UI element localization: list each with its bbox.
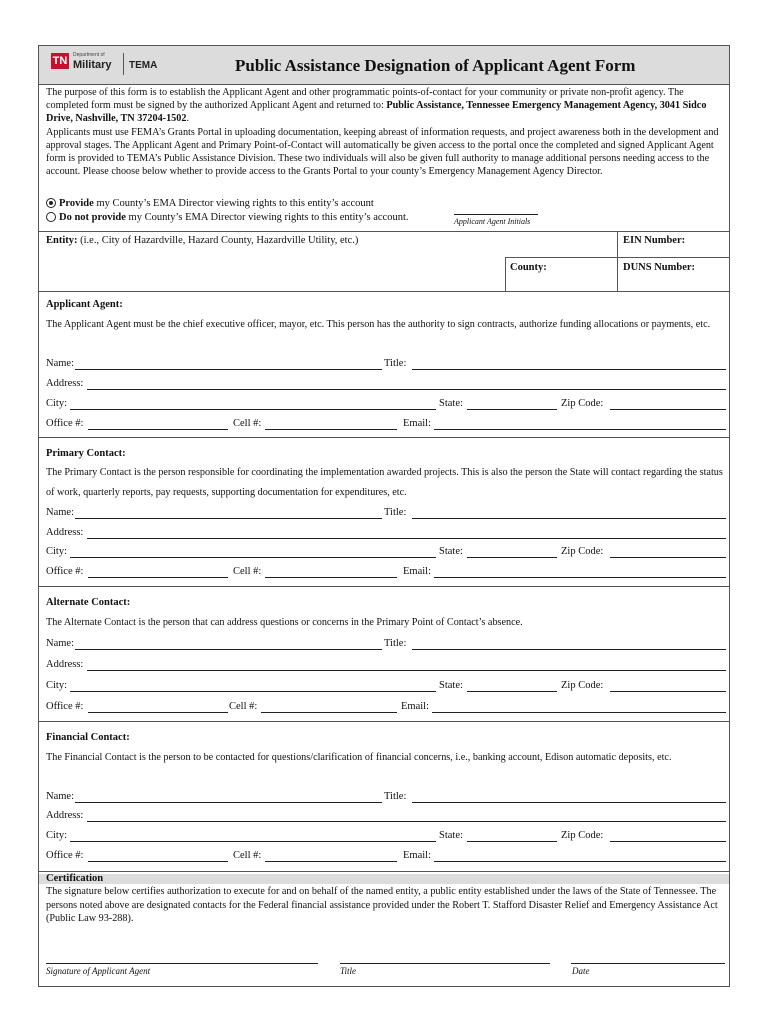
title-label: Title:: [384, 507, 407, 518]
name-label: Name:: [46, 638, 74, 649]
applicant-city-field[interactable]: [70, 409, 436, 410]
email-label: Email:: [401, 701, 429, 712]
email-label: Email:: [403, 418, 431, 429]
entity-hint: (i.e., City of Hazardville, Hazard County, Hazardville Utility, etc.): [77, 235, 359, 246]
duns-label: DUNS Number:: [623, 262, 696, 273]
certification-bar: [39, 874, 729, 884]
cell-label: Cell #:: [229, 701, 258, 712]
cell-label: Cell #:: [233, 418, 262, 429]
alternate-contact-section-title: [46, 597, 726, 608]
divider: [39, 437, 729, 438]
financial-cell-field[interactable]: [265, 861, 397, 862]
office-label: Office #:: [46, 701, 84, 712]
divider: [617, 231, 618, 291]
financial-email-field[interactable]: [434, 861, 726, 862]
primary-contact-section-title: [46, 448, 726, 459]
signature-title-label: Title: [340, 966, 357, 976]
alternate-contact-description: The Alternate Contact is the person that can address questions or concerns in the Primary Point of Contact’s absence.: [46, 617, 523, 628]
alternate-office-field[interactable]: [88, 712, 228, 713]
financial-address-row: [46, 810, 726, 824]
do-not-provide-radio[interactable]: [46, 212, 56, 222]
financial-city-field[interactable]: [70, 841, 436, 842]
form-header: [39, 46, 729, 85]
city-label: City:: [46, 398, 68, 409]
city-label: City:: [46, 830, 68, 841]
applicant-cell-field[interactable]: [265, 429, 397, 430]
address-label: Address:: [46, 659, 84, 670]
form-page: [38, 45, 730, 987]
primary-name-field[interactable]: [75, 518, 382, 519]
alternate-contact-heading: Alternate Contact:: [46, 597, 131, 608]
alternate-name-field[interactable]: [75, 649, 382, 650]
ein-field[interactable]: [623, 235, 685, 246]
signature-field[interactable]: [46, 963, 318, 964]
primary-city-field[interactable]: [70, 557, 436, 558]
signature-title-field[interactable]: [340, 963, 550, 964]
applicant-agent-description: The Applicant Agent must be the chief executive officer, mayor, etc. This person has the authority to sign contracts, authorize funding allocations or payments, etc.: [46, 319, 711, 330]
logo-military-text: Military: [73, 59, 112, 71]
zip-label: Zip Code:: [561, 546, 604, 557]
primary-email-field[interactable]: [434, 577, 726, 578]
title-label: Title:: [384, 358, 407, 369]
state-label: State:: [439, 830, 463, 841]
zip-label: Zip Code:: [561, 398, 604, 409]
cell-label: Cell #:: [233, 850, 262, 861]
entity-label: Entity:: [46, 235, 78, 246]
signature-date-label: Date: [572, 966, 590, 976]
address-label: Address:: [46, 527, 84, 538]
alternate-state-field[interactable]: [467, 691, 557, 692]
financial-address-field[interactable]: [87, 821, 726, 822]
logo-department-text: Department of: [73, 52, 105, 58]
office-label: Office #:: [46, 418, 84, 429]
provide-label-rest: my County’s EMA Director viewing rights to this entity’s account: [93, 198, 374, 209]
applicant-agent-section-title: [46, 299, 726, 310]
applicant-address-field[interactable]: [87, 389, 726, 390]
intro-paragraph-2: Applicants must use FEMA’s Grants Portal in uploading documentation, keeping abreast of information requests, and project awareness both in the development and approval stages. The Applicant Agent and Primary Point-of-Contact will automatically be given access to the portal once the completed and signed Applicant Agent form is provided to TEMA’s Public Assistance Division. These two individuals will also be given full authority to manage additional persons needing access to the account. Please choose below whether to provide access to the Grants Portal to your county’s Emergency Management Agency Director.: [46, 126, 719, 178]
alternate-phone-row: [46, 701, 726, 715]
alternate-cell-field[interactable]: [261, 712, 397, 713]
alternate-address-field[interactable]: [87, 670, 726, 671]
ein-label: EIN Number:: [623, 235, 686, 246]
financial-title-field[interactable]: [412, 802, 726, 803]
intro-text: [46, 86, 726, 178]
office-label: Office #:: [46, 850, 84, 861]
office-label: Office #:: [46, 566, 84, 577]
primary-cell-field[interactable]: [265, 577, 397, 578]
state-label: State:: [439, 398, 463, 409]
county-label: County:: [510, 262, 547, 273]
form-title: Public Assistance Designation of Applicant Agent Form: [235, 56, 636, 75]
financial-zip-field[interactable]: [610, 841, 726, 842]
applicant-zip-field[interactable]: [610, 409, 726, 410]
primary-contact-description: The Primary Contact is the person responsible for coordinating the implementation awarded projects. This is also the person the State will contact regarding the status of work, quarterly reports, pay requests, supporting documentation for expenditures, etc.: [46, 467, 723, 498]
state-label: State:: [439, 680, 463, 691]
applicant-phone-row: [46, 418, 726, 432]
alternate-name-title-row: [46, 638, 726, 652]
certification-text: The signature below certifies authorization to execute for and on behalf of the named entity, a public entity established under the laws of the State of Tennessee. The persons noted above are designated contacts for the Federal financial assistance provided under the Robert T. Stafford Disaster Relief and Emergency Assistance Act (Public Law 93-288).: [46, 886, 718, 924]
financial-name-title-row: [46, 791, 726, 805]
address-label: Address:: [46, 378, 84, 389]
logo-divider: [123, 53, 124, 75]
financial-contact-heading: Financial Contact:: [46, 732, 130, 743]
alternate-city-row: [46, 680, 726, 694]
primary-name-title-row: [46, 507, 726, 521]
primary-contact-heading: Primary Contact:: [46, 448, 126, 459]
alternate-address-row: [46, 659, 726, 673]
divider: [39, 291, 729, 292]
logo-tema-text: TEMA: [129, 60, 158, 71]
title-label: Title:: [384, 791, 407, 802]
applicant-name-field[interactable]: [75, 369, 382, 370]
zip-label: Zip Code:: [561, 680, 604, 691]
applicant-city-row: [46, 398, 726, 412]
divider: [39, 871, 729, 872]
divider: [39, 586, 729, 587]
alternate-zip-field[interactable]: [610, 691, 726, 692]
financial-phone-row: [46, 850, 726, 864]
financial-state-field[interactable]: [467, 841, 557, 842]
divider: [39, 231, 729, 232]
city-label: City:: [46, 680, 68, 691]
primary-address-field[interactable]: [87, 538, 726, 539]
applicant-office-field[interactable]: [88, 429, 228, 430]
certification-heading: Certification: [46, 873, 104, 884]
divider: [39, 721, 729, 722]
tn-military-tema-logo: [45, 51, 215, 79]
signature-label: Signature of Applicant Agent: [46, 966, 151, 976]
alternate-city-field[interactable]: [70, 691, 436, 692]
do-not-provide-label-bold: Do not provide: [59, 212, 126, 223]
primary-city-row: [46, 546, 726, 560]
alternate-email-field[interactable]: [432, 712, 726, 713]
city-label: City:: [46, 546, 68, 557]
zip-label: Zip Code:: [561, 830, 604, 841]
financial-name-field[interactable]: [75, 802, 382, 803]
initials-label: Applicant Agent Initials: [454, 217, 531, 226]
financial-contact-section-title: [46, 732, 726, 743]
entity-field[interactable]: [46, 235, 358, 246]
primary-phone-row: [46, 566, 726, 580]
signature-date-field[interactable]: [571, 963, 725, 964]
name-label: Name:: [46, 358, 74, 369]
applicant-state-field[interactable]: [467, 409, 557, 410]
provide-radio[interactable]: [46, 198, 56, 208]
mailing-address: Public Assistance, Tennessee Emergency Management Agency, 3041 Sidco Drive, Nashville, TN 37204-1502: [46, 100, 707, 125]
address-label: Address:: [46, 810, 84, 821]
tn-logo-badge: TN: [52, 55, 68, 67]
cell-label: Cell #:: [233, 566, 262, 577]
primary-state-field[interactable]: [467, 557, 557, 558]
financial-contact-description: The Financial Contact is the person to be contacted for questions/clarification of financial concerns, i.e., banking account, Edison automatic deposits, etc.: [46, 752, 672, 763]
intro-p1-end: .: [186, 113, 189, 125]
intro-paragraph-1: [46, 86, 726, 126]
provide-label-bold: Provide: [59, 198, 94, 209]
divider: [505, 257, 506, 291]
email-label: Email:: [403, 850, 431, 861]
primary-address-row: [46, 527, 726, 541]
do-not-provide-label-rest: my County’s EMA Director viewing rights to this entity’s account.: [125, 212, 409, 223]
applicant-agent-heading: Applicant Agent:: [46, 299, 123, 310]
email-label: Email:: [403, 566, 431, 577]
name-label: Name:: [46, 791, 74, 802]
title-label: Title:: [384, 638, 407, 649]
primary-office-field[interactable]: [88, 577, 228, 578]
applicant-email-field[interactable]: [434, 429, 726, 430]
financial-office-field[interactable]: [88, 861, 228, 862]
duns-field[interactable]: [623, 262, 695, 273]
initials-field[interactable]: [454, 214, 538, 215]
primary-zip-field[interactable]: [610, 557, 726, 558]
name-label: Name:: [46, 507, 74, 518]
financial-city-row: [46, 830, 726, 844]
option-do-not-provide[interactable]: [46, 212, 409, 223]
applicant-address-row: [46, 378, 726, 392]
primary-title-field[interactable]: [412, 518, 726, 519]
applicant-title-field[interactable]: [412, 369, 726, 370]
intro-p1-text: The purpose of this form is to establish the Applicant Agent and other programmatic points-of-contact for your community or private non-profit agency. The completed form must be signed by the authorized Applicant Agent and returned to:: [46, 87, 684, 112]
county-field[interactable]: [510, 262, 547, 273]
alternate-title-field[interactable]: [412, 649, 726, 650]
option-provide[interactable]: [46, 198, 374, 209]
applicant-name-title-row: [46, 358, 726, 372]
state-label: State:: [439, 546, 463, 557]
